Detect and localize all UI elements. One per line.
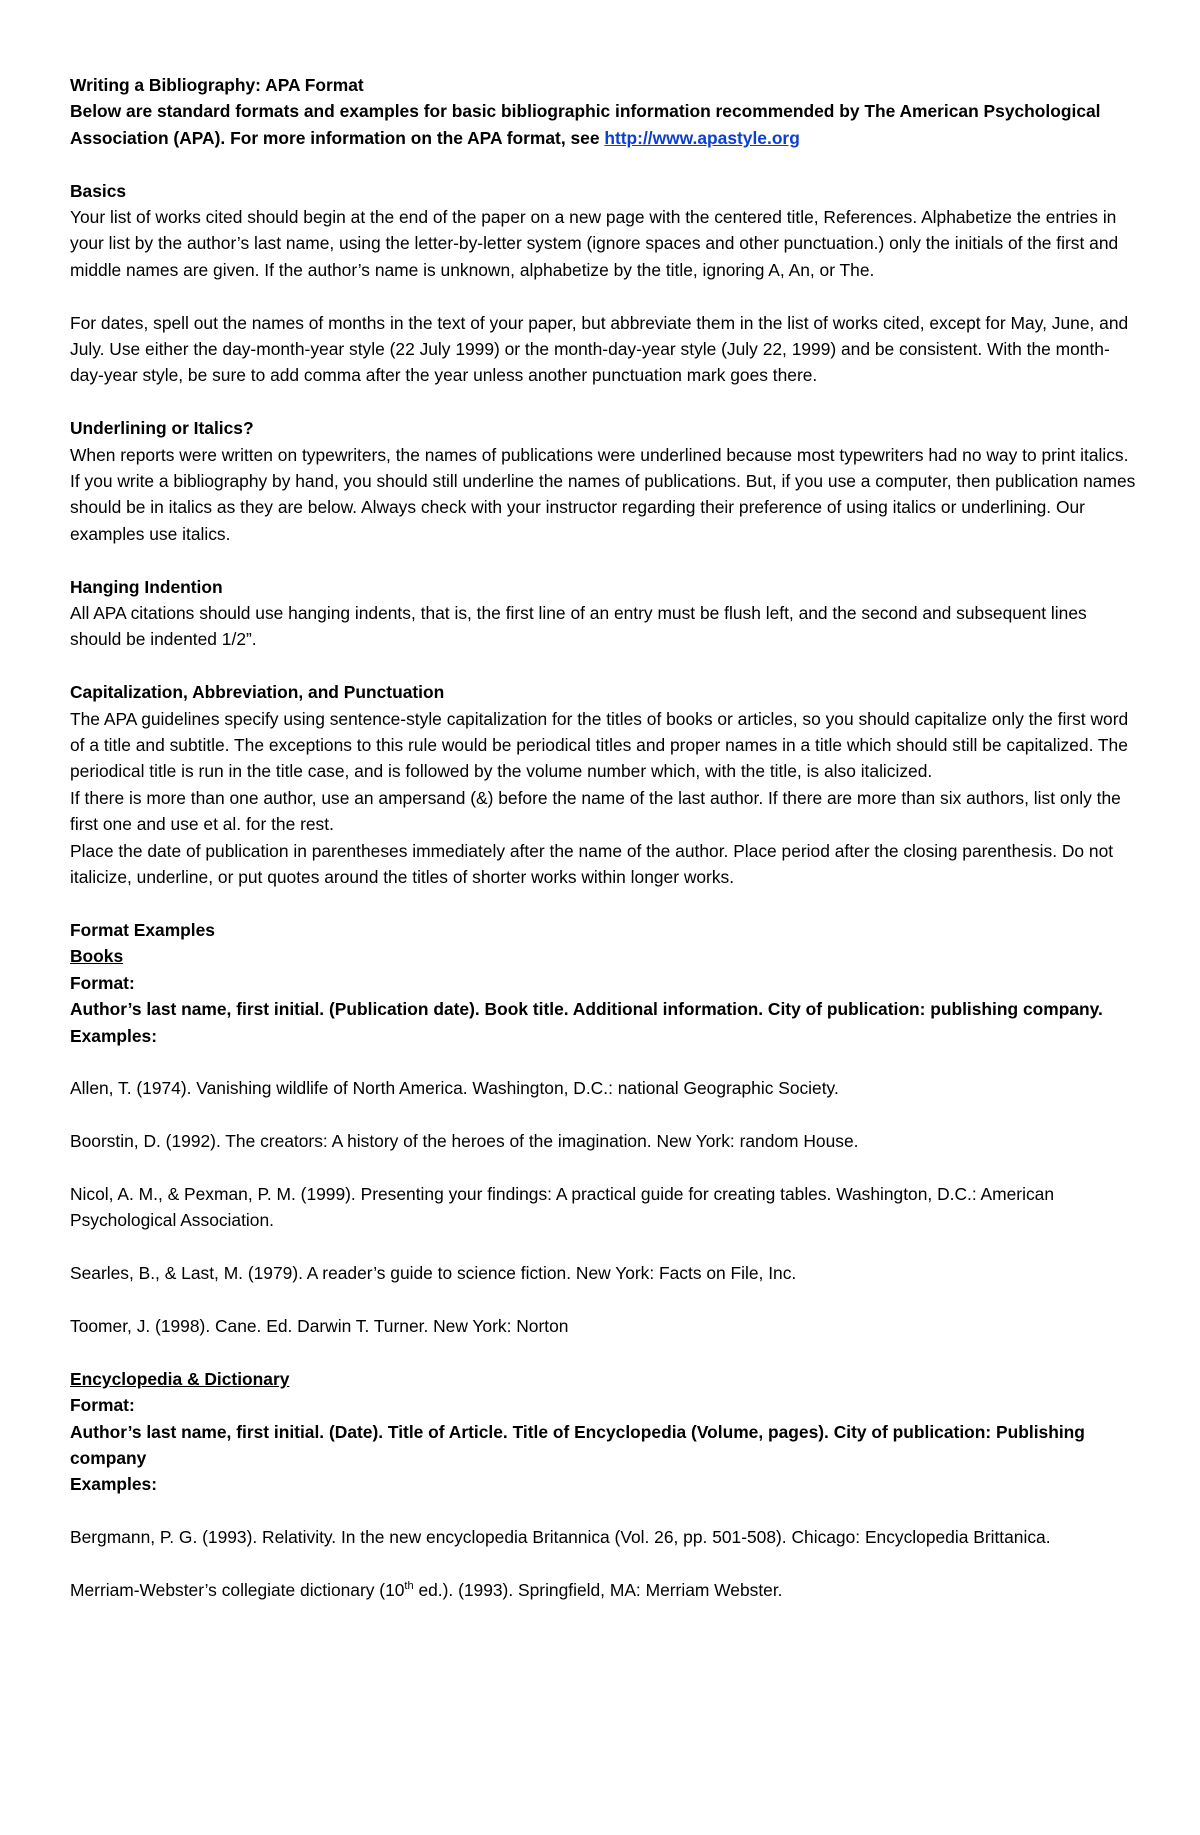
dictionary-entry-text: Merriam-Webster’s collegiate dictionary (10 bbox=[70, 1579, 405, 1600]
spacer bbox=[70, 547, 1140, 573]
spacer bbox=[70, 151, 1140, 177]
books-subheading: Books bbox=[70, 946, 124, 967]
book-entry: Toomer, J. (1998). Cane. Ed. Darwin T. Turner. New York: Norton bbox=[70, 1315, 569, 1336]
intro-paragraph bbox=[70, 98, 1140, 151]
spacer bbox=[70, 389, 1140, 415]
spacer bbox=[70, 653, 1140, 679]
hanging-paragraph: All APA citations should use hanging indents, that is, the first line of an entry must be flush left, and the second and subsequent lines should be indented 1/2”. bbox=[70, 603, 1087, 650]
encyclopedia-format-text: Author’s last name, first initial. (Date). Title of Article. Title of Encyclopedia (Volume, pages). City of publication: Publishing company bbox=[70, 1421, 1085, 1468]
encyclopedia-examples-label: Examples: bbox=[70, 1474, 157, 1495]
spacer bbox=[70, 1287, 1140, 1313]
spacer bbox=[70, 1234, 1140, 1260]
underlining-paragraph: When reports were written on typewriters, the names of publications were underlined because most typewriters had no way to print italics. If you write a bibliography by hand, you should still underline the names of publications. But, if you use a computer, then publication names should be in italics as they are below. Always check with your instructor regarding their preference of using italics or underlining. Our examples use italics. bbox=[70, 444, 1136, 544]
capitalization-paragraph-1: The APA guidelines specify using sentence-style capitalization for the titles of books or articles, so you should capitalize only the first word of a title and subtitle. The exceptions to this rule would be periodical titles and proper names in a title which should still be capitalized. The periodical title is run in the title case, and is followed by the volume number which, with the title, is also italicized. bbox=[70, 708, 1129, 782]
underlining-heading: Underlining or Italics? bbox=[70, 418, 254, 439]
book-entry: Nicol, A. M., & Pexman, P. M. (1999). Presenting your findings: A practical guide for creating tables. Washington, D.C.: American Psychological Association. bbox=[70, 1183, 1055, 1231]
spacer bbox=[70, 1498, 1140, 1524]
ordinal-superscript: th bbox=[404, 1580, 414, 1593]
spacer bbox=[70, 1339, 1140, 1365]
basics-heading: Basics bbox=[70, 180, 127, 201]
spacer bbox=[70, 891, 1140, 917]
hanging-heading: Hanging Indention bbox=[70, 576, 223, 597]
spacer bbox=[70, 1551, 1140, 1577]
dictionary-entry-text: ed.). (1993). Springfield, MA: Merriam Webster. bbox=[413, 1579, 783, 1600]
books-examples-label: Examples: bbox=[70, 1025, 157, 1046]
basics-paragraph-2: For dates, spell out the names of months in the text of your paper, but abbreviate them in the list of works cited, except for May, June, and July. Use either the day-month-year style (22 July 1999) or the month-day-year style (July 22, 1999) and be consistent. With the month-day-year style, be sure to add comma after the year unless another punctuation mark goes there. bbox=[70, 312, 1129, 386]
capitalization-paragraph-3: Place the date of publication in parentheses immediately after the name of the author. Place period after the closing parenthesis. Do not italicize, underline, or put quotes around the titles of shorter works within longer works. bbox=[70, 840, 1114, 888]
basics-paragraph-1: Your list of works cited should begin at the end of the paper on a new page with the centered title, References. Alphabetize the entries in your list by the author’s last name, using the letter-by-letter system (ignore spaces and other punctuation.) only the initials of the first and middle names are given. If the author’s name is unknown, alphabetize by the title, ignoring A, An, or The. bbox=[70, 207, 1119, 280]
spacer bbox=[70, 1155, 1140, 1181]
book-entry: Boorstin, D. (1992). The creators: A history of the heroes of the imagination. New York: random House. bbox=[70, 1131, 859, 1152]
encyclopedia-entry: Bergmann, P. G. (1993). Relativity. In the new encyclopedia Britannica (Vol. 26, pp. 501-508). Chicago: Encyclopedia Brittanica. bbox=[70, 1527, 1051, 1548]
book-entry: Allen, T. (1974). Vanishing wildlife of North America. Washington, D.C.: national Geographic Society. bbox=[70, 1078, 839, 1099]
books-format-text: Author’s last name, first initial. (Publication date). Book title. Additional information. City of publication: publishing company. bbox=[70, 999, 1103, 1020]
book-entry: Searles, B., & Last, M. (1979). A reader’s guide to science fiction. New York: Facts on File, Inc. bbox=[70, 1263, 797, 1284]
capitalization-paragraph-2: If there is more than one author, use an ampersand (&) before the name of the last author. If there are more than six authors, list only the first one and use et al. for the rest. bbox=[70, 787, 1121, 835]
apastyle-link[interactable]: http://www.apastyle.org bbox=[604, 127, 800, 148]
encyclopedia-format-label: Format: bbox=[70, 1395, 135, 1416]
books-format-label: Format: bbox=[70, 972, 135, 993]
document-page bbox=[70, 72, 1140, 1603]
intro-text: Below are standard formats and examples for basic bibliographic information recommended by The American Psychological Association (APA). For more information on the APA format, see bbox=[70, 101, 1101, 148]
capitalization-heading: Capitalization, Abbreviation, and Punctuation bbox=[70, 682, 445, 703]
page-title: Writing a Bibliography: APA Format bbox=[70, 75, 364, 95]
spacer bbox=[70, 283, 1140, 309]
format-examples-heading: Format Examples bbox=[70, 919, 215, 940]
encyclopedia-subheading: Encyclopedia & Dictionary bbox=[70, 1368, 290, 1389]
dictionary-entry bbox=[70, 1577, 1140, 1603]
spacer bbox=[70, 1102, 1140, 1128]
spacer bbox=[70, 1049, 1140, 1075]
